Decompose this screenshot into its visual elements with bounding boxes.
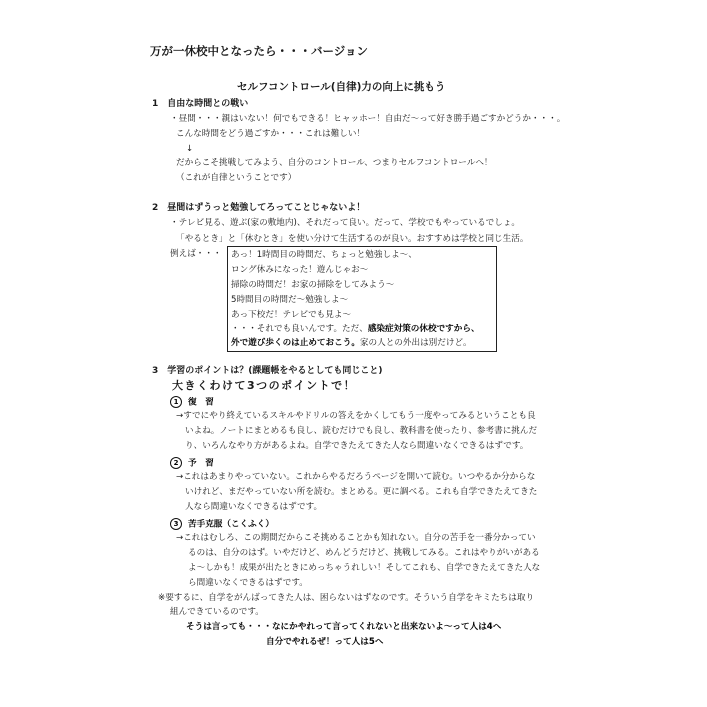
- down-arrow: ↓: [186, 144, 194, 154]
- example-text: ・・・それでも良いんです。ただ、: [231, 324, 368, 334]
- example-emphasis: 感染症対策の休校ですから、: [367, 324, 480, 334]
- example-line: [231, 338, 472, 349]
- point-number: 2: [170, 457, 182, 469]
- next-step-4: そうは言っても・・・なにかやれって言ってくれないと出来ないよ～って人は4へ: [186, 622, 502, 632]
- point-line: るのは、自分のはず。いやだけど、めんどうだけど、挑戦してみる。これはやりがいがある: [188, 548, 540, 558]
- section-2-line: 「やるとき」と「休むとき」を使い分けて生活するのが良い。おすすめは学校と同じ生活。: [176, 234, 529, 244]
- section-3-heading: 3 学習のポイントは？(課題帳をやるとしても同じこと): [152, 366, 383, 376]
- point-line: ら間違いなくできるはずです。: [188, 578, 308, 588]
- point-3-title: [170, 518, 274, 531]
- summary-line: ※要するに、自学をがんばってきた人は、困らないはずなのです。そういう自学をキミたちは取り: [158, 593, 535, 603]
- example-line: 5時間目の時間だ～勉強しよ～: [231, 295, 349, 305]
- point-title: 復 習: [188, 397, 214, 408]
- section-1-line: ・昼間・・・親はいない！何でもできる！ヒャッホー！自由だ～って好き勝手過ごすかどうか・・・。: [170, 114, 566, 124]
- point-title: 予 習: [188, 458, 214, 469]
- example-emphasis: 外で遊び歩くのは止めておこう。: [231, 338, 360, 348]
- example-line: あっ！1時間目の時間だ、ちょっと勉強しよ～、: [231, 250, 417, 260]
- three-points-heading: 大きくわけて3つのポイントで！: [172, 379, 357, 392]
- point-line: →すでにやり終えているスキルやドリルの答えをかくしてもう一度やってみるということも良: [176, 411, 536, 421]
- example-line: ロング休みになった！遊んじゃお～: [231, 265, 369, 275]
- point-line: 人なら間違いなくできるはずです。: [185, 502, 323, 512]
- section-2-heading: 2 昼間はずうっと勉強してろってことじゃないよ！: [152, 203, 366, 213]
- example-text: 家の人との外出は別だけど。: [359, 338, 472, 348]
- point-number: 1: [170, 396, 182, 408]
- point-line: いけれど、まだやっていない所を読む。まとめる。更に調べる。これも自学できたえてきた: [185, 487, 538, 497]
- example-line: 掃除の時間だ！お家の掃除をしてみよう～: [231, 280, 395, 290]
- section-1-line: こんな時間をどう過ごすか・・・これは難しい！: [176, 129, 366, 139]
- point-line: →これはあまりやっていない。これからやるだろうページを開いて読む。いつやるか分からな: [176, 472, 536, 482]
- point-2-title: [170, 457, 214, 470]
- section-1-line: だからこそ挑戦してみよう、自分のコントロール、つまりセルフコントロールへ！: [176, 158, 493, 168]
- point-number: 3: [170, 518, 182, 530]
- section-2-line: ・テレビ見る、遊ぶ(家の敷地内)、それだって良い。だって、学校でもやっているでしょ。: [170, 218, 521, 228]
- example-line: [231, 324, 480, 335]
- example-line: あっ下校だ！テレビでも見よ～: [231, 310, 352, 320]
- section-1-heading: 1 自由な時間との戦い: [152, 99, 249, 109]
- section-1-line: （これが自律ということです）: [176, 173, 297, 183]
- summary-line: 組んできているのです。: [170, 607, 264, 617]
- point-line: り、いろんなやり方があるよね。自学できたえてきた人なら間違いなくできるはずです。: [185, 441, 529, 451]
- next-step-5: 自分でやれるぜ！って人は5へ: [266, 637, 384, 647]
- document-subtitle: セルフコントロール(自律)力の向上に挑もう: [237, 81, 446, 93]
- document-title: 万が一休校中となったら・・・バージョン: [150, 44, 369, 58]
- example-label: 例えば・・・: [170, 249, 222, 259]
- point-line: いよね。ノートにまとめるも良し、読むだけでも良し、教科書を使ったり、参考書に挑んだ: [185, 426, 538, 436]
- point-line: →これはむしろ、この期間だからこそ挑めることかも知れない。自分の苦手を一番分かってい: [176, 533, 536, 543]
- point-line: よ～しかも！成果が出たときにめっちゃうれしい！そしてこれも、自学できたえてきた人な: [188, 563, 541, 573]
- point-title: 苦手克服（こくふく）: [188, 519, 274, 530]
- point-1-title: [170, 396, 214, 409]
